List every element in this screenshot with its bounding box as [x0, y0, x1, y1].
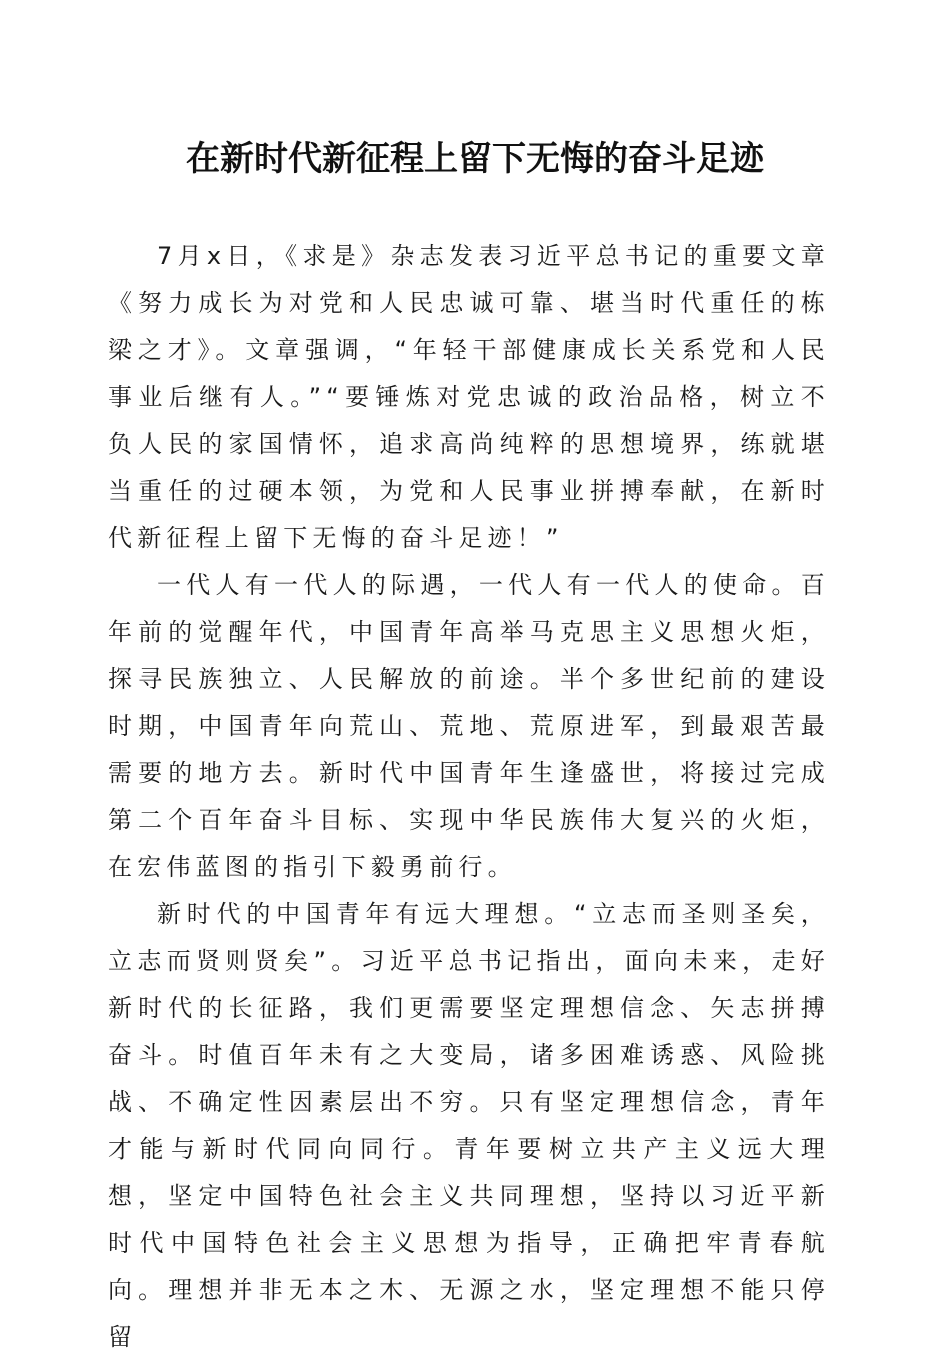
document-title: 在新时代新征程上留下无悔的奋斗足迹 [186, 139, 764, 179]
paragraph-1: 7月x日，《求是》杂志发表习近平总书记的重要文章《努力成长为对党和人民忠诚可靠、堪当时代重任的栋梁之才》。文章强调，“年轻干部健康成长关系党和人民事业后继有人。”“要锤炼对党忠诚的政治品格，树立不负人民的家国情怀，追求高尚纯粹的思想境界，练就堪当重任的过硬本领，为党和人民事业拼搏奉献，在新时代新征程上留下无悔的奋斗足迹！” [108, 242, 830, 552]
paragraph-3: 新时代的中国青年有远大理想。“立志而圣则圣矣，立志而贤则贤矣”。习近平总书记指出，面向未来，走好新时代的长征路，我们更需要坚定理想信念、矢志拼搏奋斗。时值百年未有之大变局，诸多困难诱惑、风险挑战、不确定性因素层出不穷。只有坚定理想信念，青年才能与新时代同向同行。青年要树立共产主义远大理想，坚定中国特色社会主义共同理想，坚持以习近平新时代中国特色社会主义思想为指导，正确把牢青春航向。理想并非无本之木、无源之水，坚定理想不能只停留 [108, 900, 830, 1351]
paragraph-2: 一代人有一代人的际遇，一代人有一代人的使命。百年前的觉醒年代，中国青年高举马克思主义思想火炬，探寻民族独立、人民解放的前途。半个多世纪前的建设时期，中国青年向荒山、荒地、荒原进军，到最艰苦最需要的地方去。新时代中国青年生逢盛世，将接过完成第二个百年奋斗目标、实现中华民族伟大复兴的火炬，在宏伟蓝图的指引下毅勇前行。 [108, 571, 830, 881]
document-body [108, 233, 830, 1361]
